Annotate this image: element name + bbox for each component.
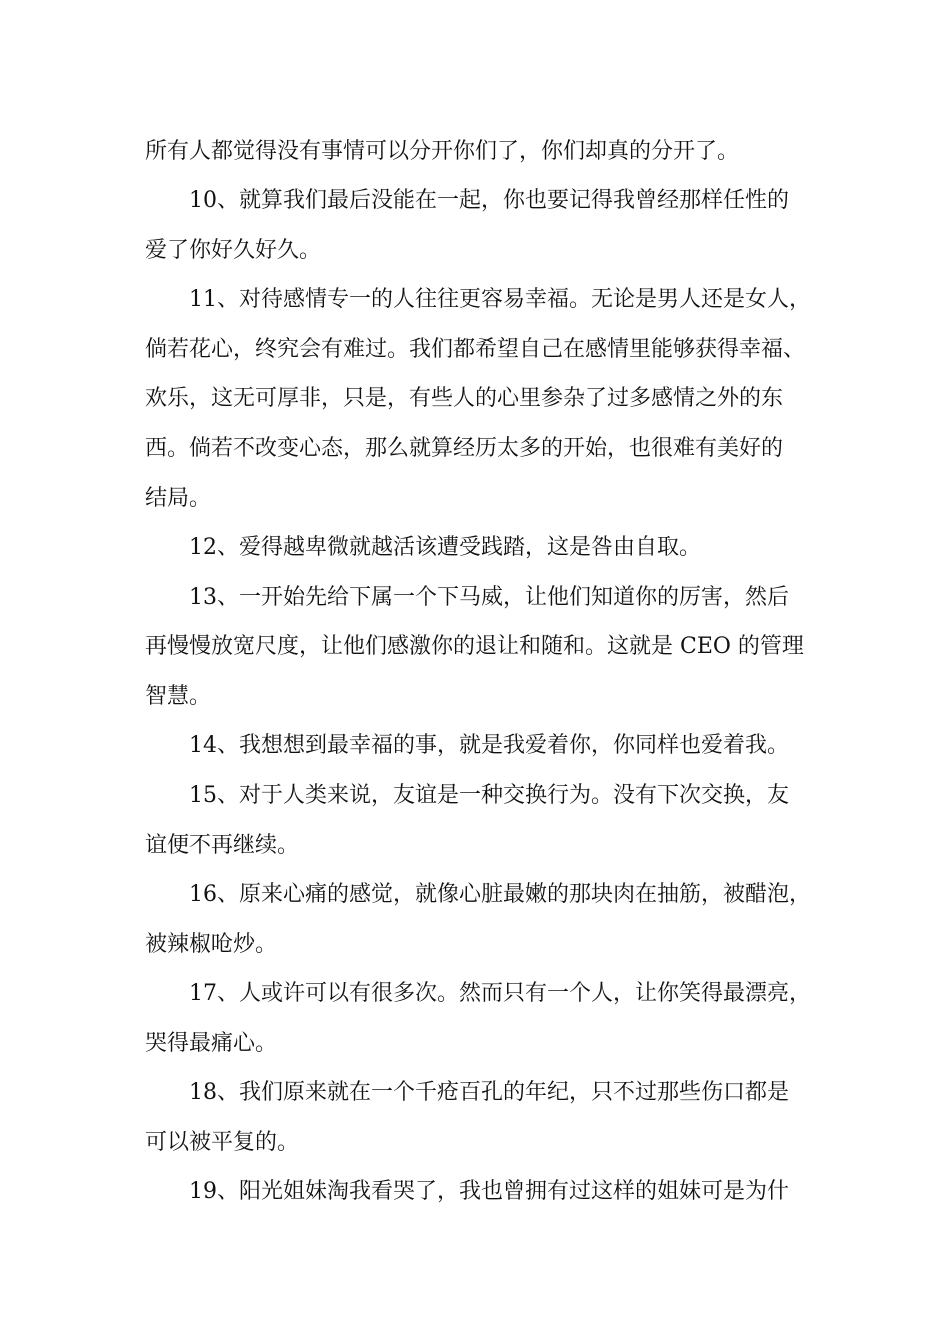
text-line: 19、阳光姐妹淘我看哭了，我也曾拥有过这样的姐妹可是为什: [189, 1179, 789, 1204]
text-line: 所有人都觉得没有事情可以分开你们了，你们却真的分开了。: [145, 139, 740, 164]
text-line: 哭得最痛心。: [145, 1031, 278, 1056]
text-line: 爱了你好久好久。: [145, 238, 322, 263]
text-line: 结局。: [145, 486, 212, 511]
text-line: 18、我们原来就在一个千疮百孔的年纪，只不过那些伤口都是: [189, 1080, 789, 1105]
text-line: 11、对待感情专一的人往往更容易幸福。无论是男人还是女人，: [189, 287, 811, 312]
text-line: 17、人或许可以有很多次。然而只有一个人，让你笑得最漂亮，: [189, 981, 811, 1006]
text-line: 16、原来心痛的感觉，就像心脏最嫩的那块肉在抽筋，被醋泡，: [189, 882, 811, 907]
text-line: 被辣椒呛炒。: [145, 932, 278, 957]
text-line: 智慧。: [145, 684, 212, 709]
text-line: 13、一开始先给下属一个下马威，让他们知道你的厉害，然后: [189, 585, 789, 610]
text-line: 12、爱得越卑微就越活该遭受践踏，这是咎由自取。: [189, 535, 701, 560]
text-line: 欢乐，这无可厚非，只是，有些人的心里参杂了过多感情之外的东: [145, 386, 784, 411]
text-line: 14、我想想到最幸福的事，就是我爱着你，你同样也爱着我。: [189, 733, 789, 758]
text-line: 西。倘若不改变心态，那么就算经历太多的开始，也很难有美好的: [145, 436, 784, 461]
text-line: 倘若花心，终究会有难过。我们都希望自己在感情里能够获得幸福、: [145, 337, 806, 362]
text-line: 再慢慢放宽尺度，让他们感激你的退让和随和。这就是 CEO 的管理: [145, 634, 804, 659]
text-line: 15、对于人类来说，友谊是一种交换行为。没有下次交换，友: [189, 783, 789, 808]
text-line: 谊便不再继续。: [145, 833, 300, 858]
text-line: 可以被平复的。: [145, 1130, 300, 1155]
text-line: 10、就算我们最后没能在一起，你也要记得我曾经那样任性的: [189, 188, 789, 213]
